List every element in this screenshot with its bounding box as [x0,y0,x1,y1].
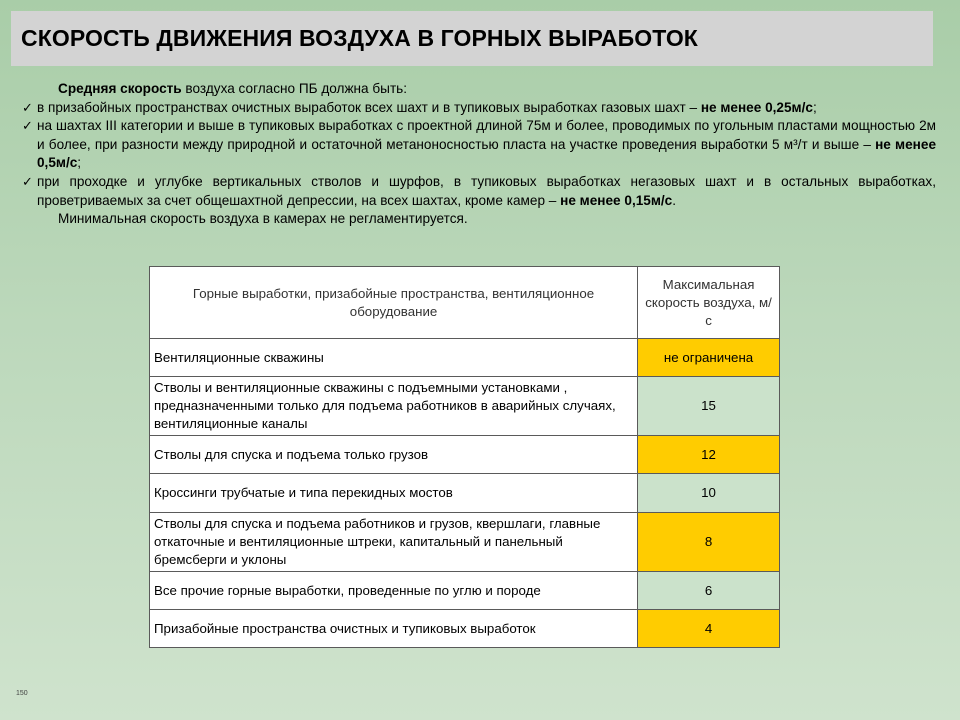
row-value-cell: 15 [638,377,780,436]
row-value-cell: 6 [638,572,780,610]
item-after: . [672,192,677,208]
requirement-item [22,99,936,118]
page-title: СКОРОСТЬ ДВИЖЕНИЯ ВОЗДУХА В ГОРНЫХ ВЫРАБОТОК [21,25,698,51]
checkmark-icon: ✓ [22,173,33,189]
table-row [150,377,780,436]
item-text: в призабойных пространствах очистных выработок всех шахт и в тупиковых выработках газовых шахт – [37,99,701,115]
table-row [150,474,780,513]
row-name-cell: Стволы для спуска и подъема только грузов [150,436,638,474]
table-row [150,436,780,474]
page-number: 150 [16,690,28,697]
table-header-row [150,267,780,339]
header-cell-max-speed: Максимальная скорость воздуха, м/с [638,267,780,339]
intro-tail: Минимальная скорость воздуха в камерах не регламентируется. [58,211,468,227]
table-row [150,339,780,377]
row-value-cell: 10 [638,474,780,513]
checkmark-icon: ✓ [22,99,33,115]
lead-bold: Средняя скорость [58,81,182,96]
row-name-cell: Кроссинги трубчатые и типа перекидных мостов [150,474,638,513]
item-after: ; [812,99,817,115]
requirement-item [22,173,936,210]
item-bold: не менее 0,15м/с [560,192,673,208]
item-text: при проходке и углубке вертикальных стволов и шурфов, в тупиковых выработках негазовых шахт и в остальных выработках, проветриваемых за счет общешахтной депрессии, на всех шахтах, кроме камер – [37,173,936,208]
row-value-cell: 4 [638,610,780,648]
table-row [150,572,780,610]
item-bold: не менее 0,25м/с [700,99,813,115]
row-value-cell: 12 [638,436,780,474]
intro-text [22,80,936,229]
intro-lead [22,80,936,99]
row-value-cell: не ограничена [638,339,780,377]
air-speed-table [149,266,780,648]
item-bold: не менее 0,5м/с [37,136,937,171]
requirement-item [22,117,936,173]
checkmark-icon: ✓ [22,118,33,134]
header-cell-workings: Горные выработки, призабойные пространства, вентиляционное оборудование [150,267,638,339]
row-name-cell: Все прочие горные выработки, проведенные по углю и породе [150,572,638,610]
item-after: ; [77,155,82,171]
row-name-cell: Стволы для спуска и подъема работников и грузов, квершлаги, главные откаточные и вентиляционные штреки, капитальный и панельный бремсберги и уклоны [150,513,638,572]
lead-rest: воздуха согласно ПБ должна быть: [181,81,408,96]
title-bar [11,11,933,66]
row-name-cell: Призабойные пространства очистных и тупиковых выработок [150,610,638,648]
table-row [150,610,780,648]
row-name-cell: Стволы и вентиляционные скважины с подъемными установками , предназначенными только для подъема работников в аварийных случаях, вентиляционные каналы [150,377,638,436]
row-value-cell: 8 [638,513,780,572]
item-text: на шахтах III категории и выше в тупиковых выработках с проектной длиной 75м и более, проводимых по угольным пластами мощностью 2м и более, при разности между природной и остаточной метаноносностью пласта на участке проведения выработки 5 м³/т и выше – [37,118,936,152]
table-row [150,513,780,572]
row-name-cell: Вентиляционные скважины [150,339,638,377]
